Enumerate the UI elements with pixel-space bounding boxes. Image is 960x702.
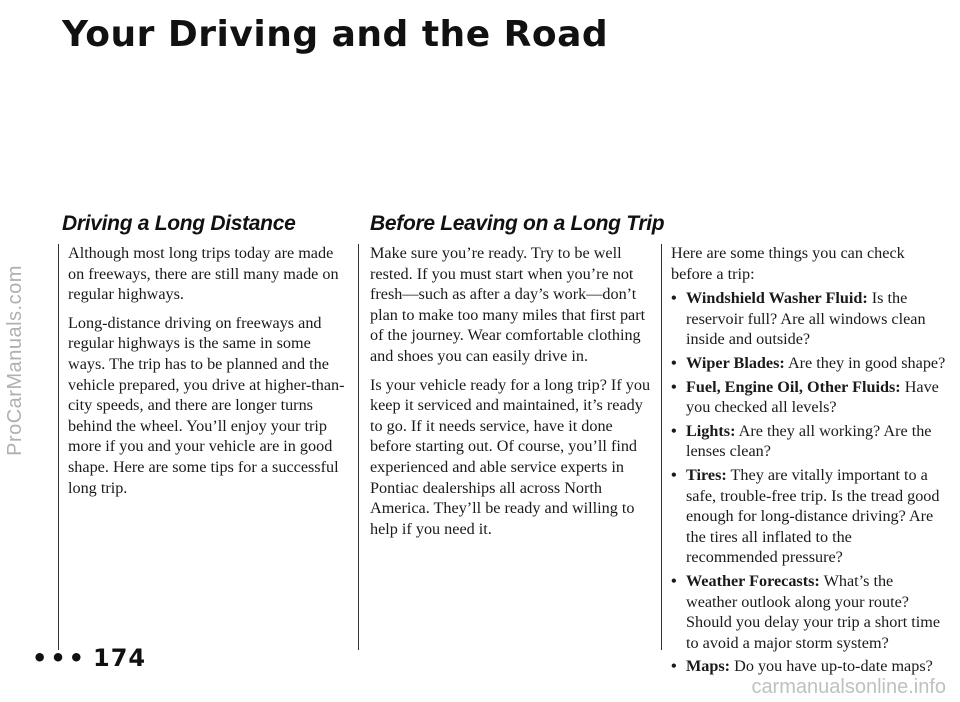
checklist-item-text: They are vitally important to a safe, trouble-free trip. Is the tread good enough for long-distance driving? Are the tires all inflated to the recommended pressure? bbox=[686, 465, 940, 567]
paragraph: Is your vehicle ready for a long trip? If you keep it serviced and maintained, it’s ready to go. If it needs service, have it done before starting out. Of course, you’ll find experienced and able service experts in Pontiac dealerships all across North America. They’ll be ready and willing to help if you need it. bbox=[370, 375, 651, 538]
checklist-item bbox=[671, 465, 946, 568]
column-checklist bbox=[671, 243, 946, 680]
column-rule-3 bbox=[661, 244, 662, 650]
page-number bbox=[32, 644, 146, 672]
paragraph: Long-distance driving on freeways and regular highways is the same in some ways. The trip has to be planned and the vehicle prepared, you drive at higher-than-city speeds, and there are longer turns behind the wheel. You’ll enjoy your trip more if you and your vehicle are in good shape. Here are some tips for a successful long trip. bbox=[68, 313, 345, 497]
chapter-title: Your Driving and the Road bbox=[62, 14, 609, 55]
checklist-item-label: Maps: bbox=[686, 657, 731, 676]
checklist bbox=[671, 288, 946, 677]
column-long-distance bbox=[68, 243, 352, 506]
checklist-item-label: Fuel, Engine Oil, Other Fluids: bbox=[686, 377, 901, 396]
checklist-item bbox=[671, 353, 946, 374]
column-rule-1 bbox=[58, 244, 59, 650]
checklist-item-text: Have you checked all levels? bbox=[686, 377, 939, 417]
page-number-dots: ••• bbox=[32, 644, 88, 672]
checklist-item bbox=[671, 288, 946, 350]
checklist-item bbox=[671, 421, 946, 462]
checklist-item-text: Is the reservoir full? Are all windows clean inside and outside? bbox=[686, 289, 926, 349]
checklist-item-text: Are they all working? Are the lenses clean? bbox=[686, 421, 932, 461]
column-before-leaving bbox=[370, 243, 656, 547]
checklist-item-label: Lights: bbox=[686, 421, 736, 440]
checklist-item-label: Weather Forecasts: bbox=[686, 571, 820, 590]
section-heading-before-leaving: Before Leaving on a Long Trip bbox=[370, 212, 665, 235]
checklist-item bbox=[671, 656, 946, 677]
checklist-item-text: Are they in good shape? bbox=[784, 353, 946, 372]
checklist-item-label: Tires: bbox=[686, 465, 727, 484]
column-rule-2 bbox=[358, 244, 359, 650]
paragraph: Make sure you’re ready. Try to be well rested. If you must start when you’re not fresh—such as after a day’s work—don’t plan to make too many miles that first part of the journey. Wear comfortable clothing and shoes you can easily drive in. bbox=[370, 244, 646, 365]
checklist-item-label: Windshield Washer Fluid: bbox=[686, 289, 868, 308]
checklist-item bbox=[671, 377, 946, 418]
checklist-item-label: Wiper Blades: bbox=[686, 353, 785, 372]
paragraph: Although most long trips today are made on freeways, there are still many made on regular highways. bbox=[68, 244, 339, 304]
checklist-item bbox=[671, 571, 946, 653]
checklist-intro: Here are some things you can check before a trip: bbox=[671, 244, 905, 283]
bottom-watermark: carmanualsonline.info bbox=[751, 676, 946, 698]
checklist-item-text: What’s the weather outlook along your route? Should you delay your trip a short time to avoid a major storm system? bbox=[686, 571, 941, 652]
section-heading-long-distance: Driving a Long Distance bbox=[62, 212, 296, 235]
side-watermark-text: ProCarManuals.com bbox=[3, 264, 26, 456]
page-number-value: 174 bbox=[93, 644, 147, 672]
side-watermark bbox=[2, 60, 28, 660]
checklist-item-text: Do you have up-to-date maps? bbox=[730, 657, 933, 676]
